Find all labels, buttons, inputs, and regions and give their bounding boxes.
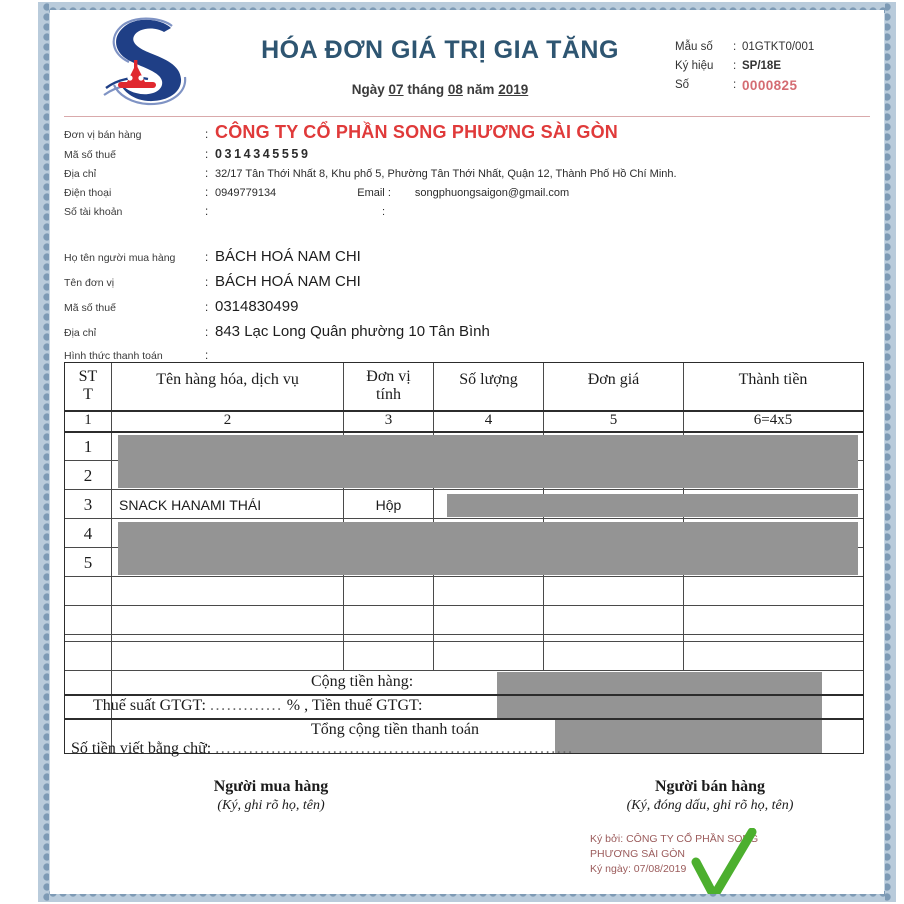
row-rule-8 (65, 670, 863, 671)
seller-row-phone (50, 184, 884, 203)
meta-form-label: Mẫu số (675, 41, 713, 53)
buyer-address-colon: : (205, 327, 209, 339)
buyer-row-taxcode (50, 295, 884, 320)
green-check-icon (690, 828, 760, 894)
header-amount: Thành tiền (738, 371, 808, 388)
buyer-address-label: Địa chỉ (64, 327, 97, 339)
vat-rate-dots: ............. (209, 697, 283, 714)
buyer-row-unit (50, 270, 884, 295)
seller-address-value: 32/17 Tân Thới Nhất 8, Khu phố 5, Phường Tân Thới Nhất, Quận 12, Thành Phố Hồ Chí Minh. (215, 168, 677, 180)
buyer-block (50, 245, 884, 368)
in-words-label (71, 740, 574, 758)
meta-number-row (675, 76, 875, 95)
vat-amount-label: Tiền thuế GTGT: (311, 697, 423, 714)
buyer-row-person (50, 245, 884, 270)
buyer-taxcode-colon: : (205, 302, 209, 314)
seller-account-label: Số tài khoản (64, 206, 123, 218)
frame-border-left (38, 2, 49, 902)
colnum-4: 4 (484, 412, 493, 428)
date-year-word: năm (466, 82, 495, 97)
seller-name-colon: : (205, 129, 209, 141)
seller-name-label: Đơn vị bán hàng (64, 129, 142, 141)
row-rule-5 (65, 576, 863, 577)
seller-taxcode-value: 0314345559 (215, 147, 311, 161)
seller-address-label: Địa chỉ (64, 168, 97, 180)
redaction-row-3 (447, 494, 858, 517)
seller-account-colon: : (205, 206, 209, 218)
date-year: 2019 (498, 82, 529, 97)
header-unit-line2: tính (376, 386, 401, 403)
redaction-subtotal (497, 672, 822, 694)
buyer-row-address (50, 320, 884, 345)
seller-row-account (50, 203, 884, 222)
row-rule-6 (65, 605, 863, 606)
invoice-meta (675, 38, 875, 95)
buyer-unit-value: BÁCH HOÁ NAM CHI (215, 273, 361, 290)
row-3-product-name: SNACK HANAMI THÁI (119, 497, 262, 513)
seller-phone-label: Điện thoại (64, 187, 112, 199)
redaction-rows-1-2 (118, 435, 858, 488)
buyer-unit-label: Tên đơn vị (64, 277, 115, 289)
seller-row-taxcode (50, 145, 884, 165)
vat-rate-text: Thuế suất GTGT: (93, 697, 206, 714)
seller-email-colon: : (387, 187, 391, 199)
signed-date: Ký ngày: 07/08/2019 (590, 863, 687, 875)
invoice-header (50, 10, 884, 116)
meta-form-row (675, 38, 875, 57)
seller-phone-value (215, 184, 884, 203)
row-stt-3: 3 (83, 495, 93, 514)
seller-email-value: songphuongsaigon@gmail.com (414, 187, 570, 199)
redaction-grand-total (555, 720, 822, 753)
row-stt-1: 1 (83, 437, 93, 456)
seller-phone-colon: : (205, 187, 209, 199)
colnum-3: 3 (384, 412, 393, 428)
header-unit (344, 368, 433, 404)
meta-number-colon: : (733, 79, 737, 91)
buyer-address-value: 843 Lạc Long Quân phường 10 Tân Bình (215, 323, 490, 340)
buyer-signature-block (156, 778, 386, 814)
subtotal-label: Cộng tiền hàng: (311, 673, 414, 690)
row-rule-2 (65, 489, 863, 490)
buyer-payment-label: Hình thức thanh toán (64, 350, 163, 362)
seller-account-trailing-colon: : (382, 206, 386, 218)
seller-account-value (215, 203, 884, 222)
redaction-rows-4-5 (118, 522, 858, 575)
row-rule-3 (65, 518, 863, 519)
buyer-person-value: BÁCH HOÁ NAM CHI (215, 248, 361, 265)
date-month-word: tháng (407, 82, 445, 97)
seller-address-colon: : (205, 168, 209, 180)
buyer-payment-colon: : (205, 350, 209, 362)
meta-serial-label: Ký hiệu (675, 60, 714, 72)
meta-serial-row (675, 57, 875, 76)
vat-rate-label (93, 697, 422, 715)
redaction-vat-amount (497, 696, 822, 718)
meta-serial-colon: : (733, 60, 737, 72)
colnum-2: 2 (223, 412, 232, 428)
seller-signature-title: Người bán hàng (654, 778, 766, 795)
meta-form-colon: : (733, 41, 737, 53)
in-words-text: Số tiền viết bằng chữ: (71, 740, 212, 757)
seller-taxcode-colon: : (205, 149, 209, 161)
date-day: 07 (388, 82, 404, 97)
colnum-6: 6=4x5 (753, 412, 793, 428)
meta-number-label: Số (675, 79, 690, 91)
row-3-unit: Hộp (375, 497, 402, 513)
meta-number-value: 0000825 (742, 78, 798, 93)
row-rule-7 (65, 634, 863, 635)
buyer-taxcode-value: 0314830499 (215, 298, 299, 315)
header-unit-line1: Đơn vị (366, 368, 411, 385)
header-price: Đơn giá (587, 371, 640, 388)
buyer-person-label: Họ tên người mua hàng (64, 252, 176, 264)
seller-row-name (50, 123, 884, 145)
seller-email-label: Email (357, 187, 385, 199)
colnum-5: 5 (609, 412, 618, 428)
header-qty: Số lượng (459, 371, 518, 388)
frame-border-right (885, 2, 896, 902)
buyer-person-colon: : (205, 252, 209, 264)
row-stt-5: 5 (83, 553, 93, 572)
buyer-taxcode-label: Mã số thuế (64, 302, 116, 314)
row-rule-7b (65, 641, 863, 642)
colnum-1: 1 (84, 412, 92, 428)
vat-percent-sign: % , (286, 697, 309, 714)
header-stt (65, 368, 111, 404)
buyer-signature-sub: (Ký, ghi rõ họ, tên) (217, 798, 325, 813)
invoice-date-line (230, 82, 650, 97)
in-words-dots: ................................................................ (215, 740, 574, 757)
date-prefix: Ngày (351, 82, 385, 97)
signed-by-line-2: PHƯƠNG SÀI GÒN (590, 848, 685, 860)
row-stt-4: 4 (83, 524, 93, 543)
seller-block (50, 123, 884, 222)
seller-company-name: CÔNG TY CỔ PHẦN SONG PHƯƠNG SÀI GÒN (215, 122, 618, 142)
buyer-unit-colon: : (205, 277, 209, 289)
seller-taxcode-label: Mã số thuế (64, 149, 116, 161)
meta-form-value: 01GTKT0/001 (742, 41, 815, 53)
line-items-table (64, 362, 864, 757)
header-stt-line2: T (83, 386, 93, 403)
row-stt-2: 2 (83, 466, 93, 485)
grand-total-label: Tổng cộng tiền thanh toán (311, 721, 479, 738)
seller-signature-block (570, 778, 850, 814)
header-divider (64, 116, 870, 117)
meta-serial-value: SP/18E (742, 60, 781, 72)
date-month: 08 (447, 82, 463, 97)
seller-row-address (50, 165, 884, 184)
seller-signature-sub: (Ký, đóng dấu, ghi rõ họ, tên) (626, 798, 794, 813)
colnum-bottom-rule (65, 431, 863, 433)
signed-by-line-1: Ký bởi: CÔNG TY CỔ PHẦN SONG (590, 833, 759, 845)
page-title: HÓA ĐƠN GIÁ TRỊ GIA TĂNG (261, 36, 619, 64)
header-stt-line1: ST (78, 368, 98, 385)
header-name: Tên hàng hóa, dịch vụ (156, 371, 299, 388)
buyer-signature-title: Người mua hàng (213, 778, 329, 795)
seller-phone-number: 0949779134 (215, 187, 277, 199)
company-logo (92, 16, 202, 110)
invoice-sheet (50, 10, 884, 894)
